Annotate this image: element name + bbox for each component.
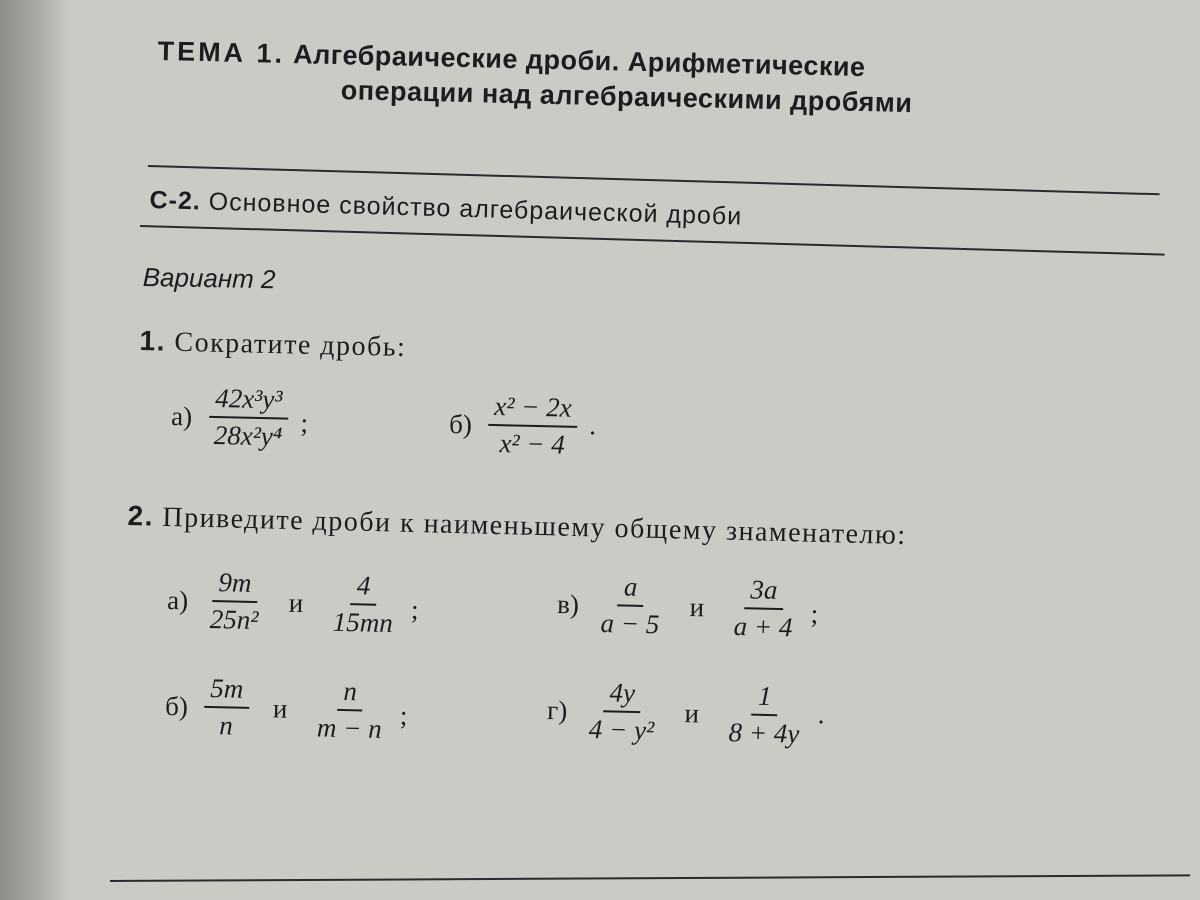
item-label: г) [546,694,568,725]
task-2-item-a [166,566,419,640]
bottom-rule [110,874,1190,882]
task-2-statement [127,500,907,552]
denominator: m − n [316,712,383,744]
numerator: 4 [350,570,376,606]
punctuation: ; [410,594,419,625]
fraction [722,680,806,750]
fraction [487,391,578,461]
punctuation: . [588,410,597,441]
variant-label: Вариант 2 [142,262,276,295]
conjunction: и [272,692,288,724]
task-2-item-g [546,676,825,750]
punctuation: ; [300,407,309,439]
task-2-item-b [164,672,408,745]
denominator: 8 + 4y [728,717,800,749]
section-code: С-2. [149,186,202,216]
task-1-item-a [170,382,308,453]
denominator: 4 − y² [588,713,655,746]
task-1-number: 1. [139,325,167,357]
topic-title-line1: Алгебраические дроби. Арифметические [292,39,866,83]
denominator: n [218,710,234,741]
fraction [326,570,400,640]
task-1-text: Сократите дробь: [174,326,407,364]
item-label: в) [556,588,580,619]
item-label: б) [164,690,189,722]
denominator: 15mn [332,606,394,639]
fraction [583,677,662,747]
denominator: x² − 4 [499,428,566,460]
numerator: 5m [204,673,250,709]
numerator: 4y [603,677,641,713]
fraction [594,571,666,641]
fraction [727,574,799,644]
numerator: 3a [744,574,784,610]
conjunction: и [288,587,304,618]
fraction [203,673,250,742]
punctuation: ; [399,700,408,731]
item-label: а) [170,400,193,431]
section-rule-bottom [140,225,1165,256]
section-heading [149,186,742,232]
numerator: a [618,571,644,607]
topic-title-line2: операции над алгебраическими дробями [340,75,913,119]
task-1-statement [139,325,406,364]
task-2-text: Приведите дроби к наименьшему общему знаменателю: [162,501,908,552]
fraction [203,567,265,636]
conjunction: и [684,697,700,728]
denominator: a − 5 [600,607,660,640]
topic-heading [157,36,914,119]
denominator: 28x²y⁴ [213,419,283,452]
numerator: x² − 2x [488,391,578,428]
item-label: б) [448,408,473,440]
section-title: Основное свойство алгебраической дроби [208,187,743,231]
numerator: 9m [212,567,258,603]
fraction [311,675,389,745]
task-1-item-b [448,390,596,461]
denominator: a + 4 [733,611,793,643]
topic-label: ТЕМА 1. [157,36,286,69]
punctuation: . [817,699,825,730]
task-2-item-v [556,570,819,644]
punctuation: ; [810,598,819,629]
item-label: а) [166,584,189,615]
numerator: n [337,676,363,712]
task-2-number: 2. [127,500,155,532]
fraction [207,383,289,453]
numerator: 42x³y³ [209,383,289,420]
conjunction: и [689,591,705,622]
numerator: 1 [752,681,778,717]
denominator: 25n² [209,603,259,636]
